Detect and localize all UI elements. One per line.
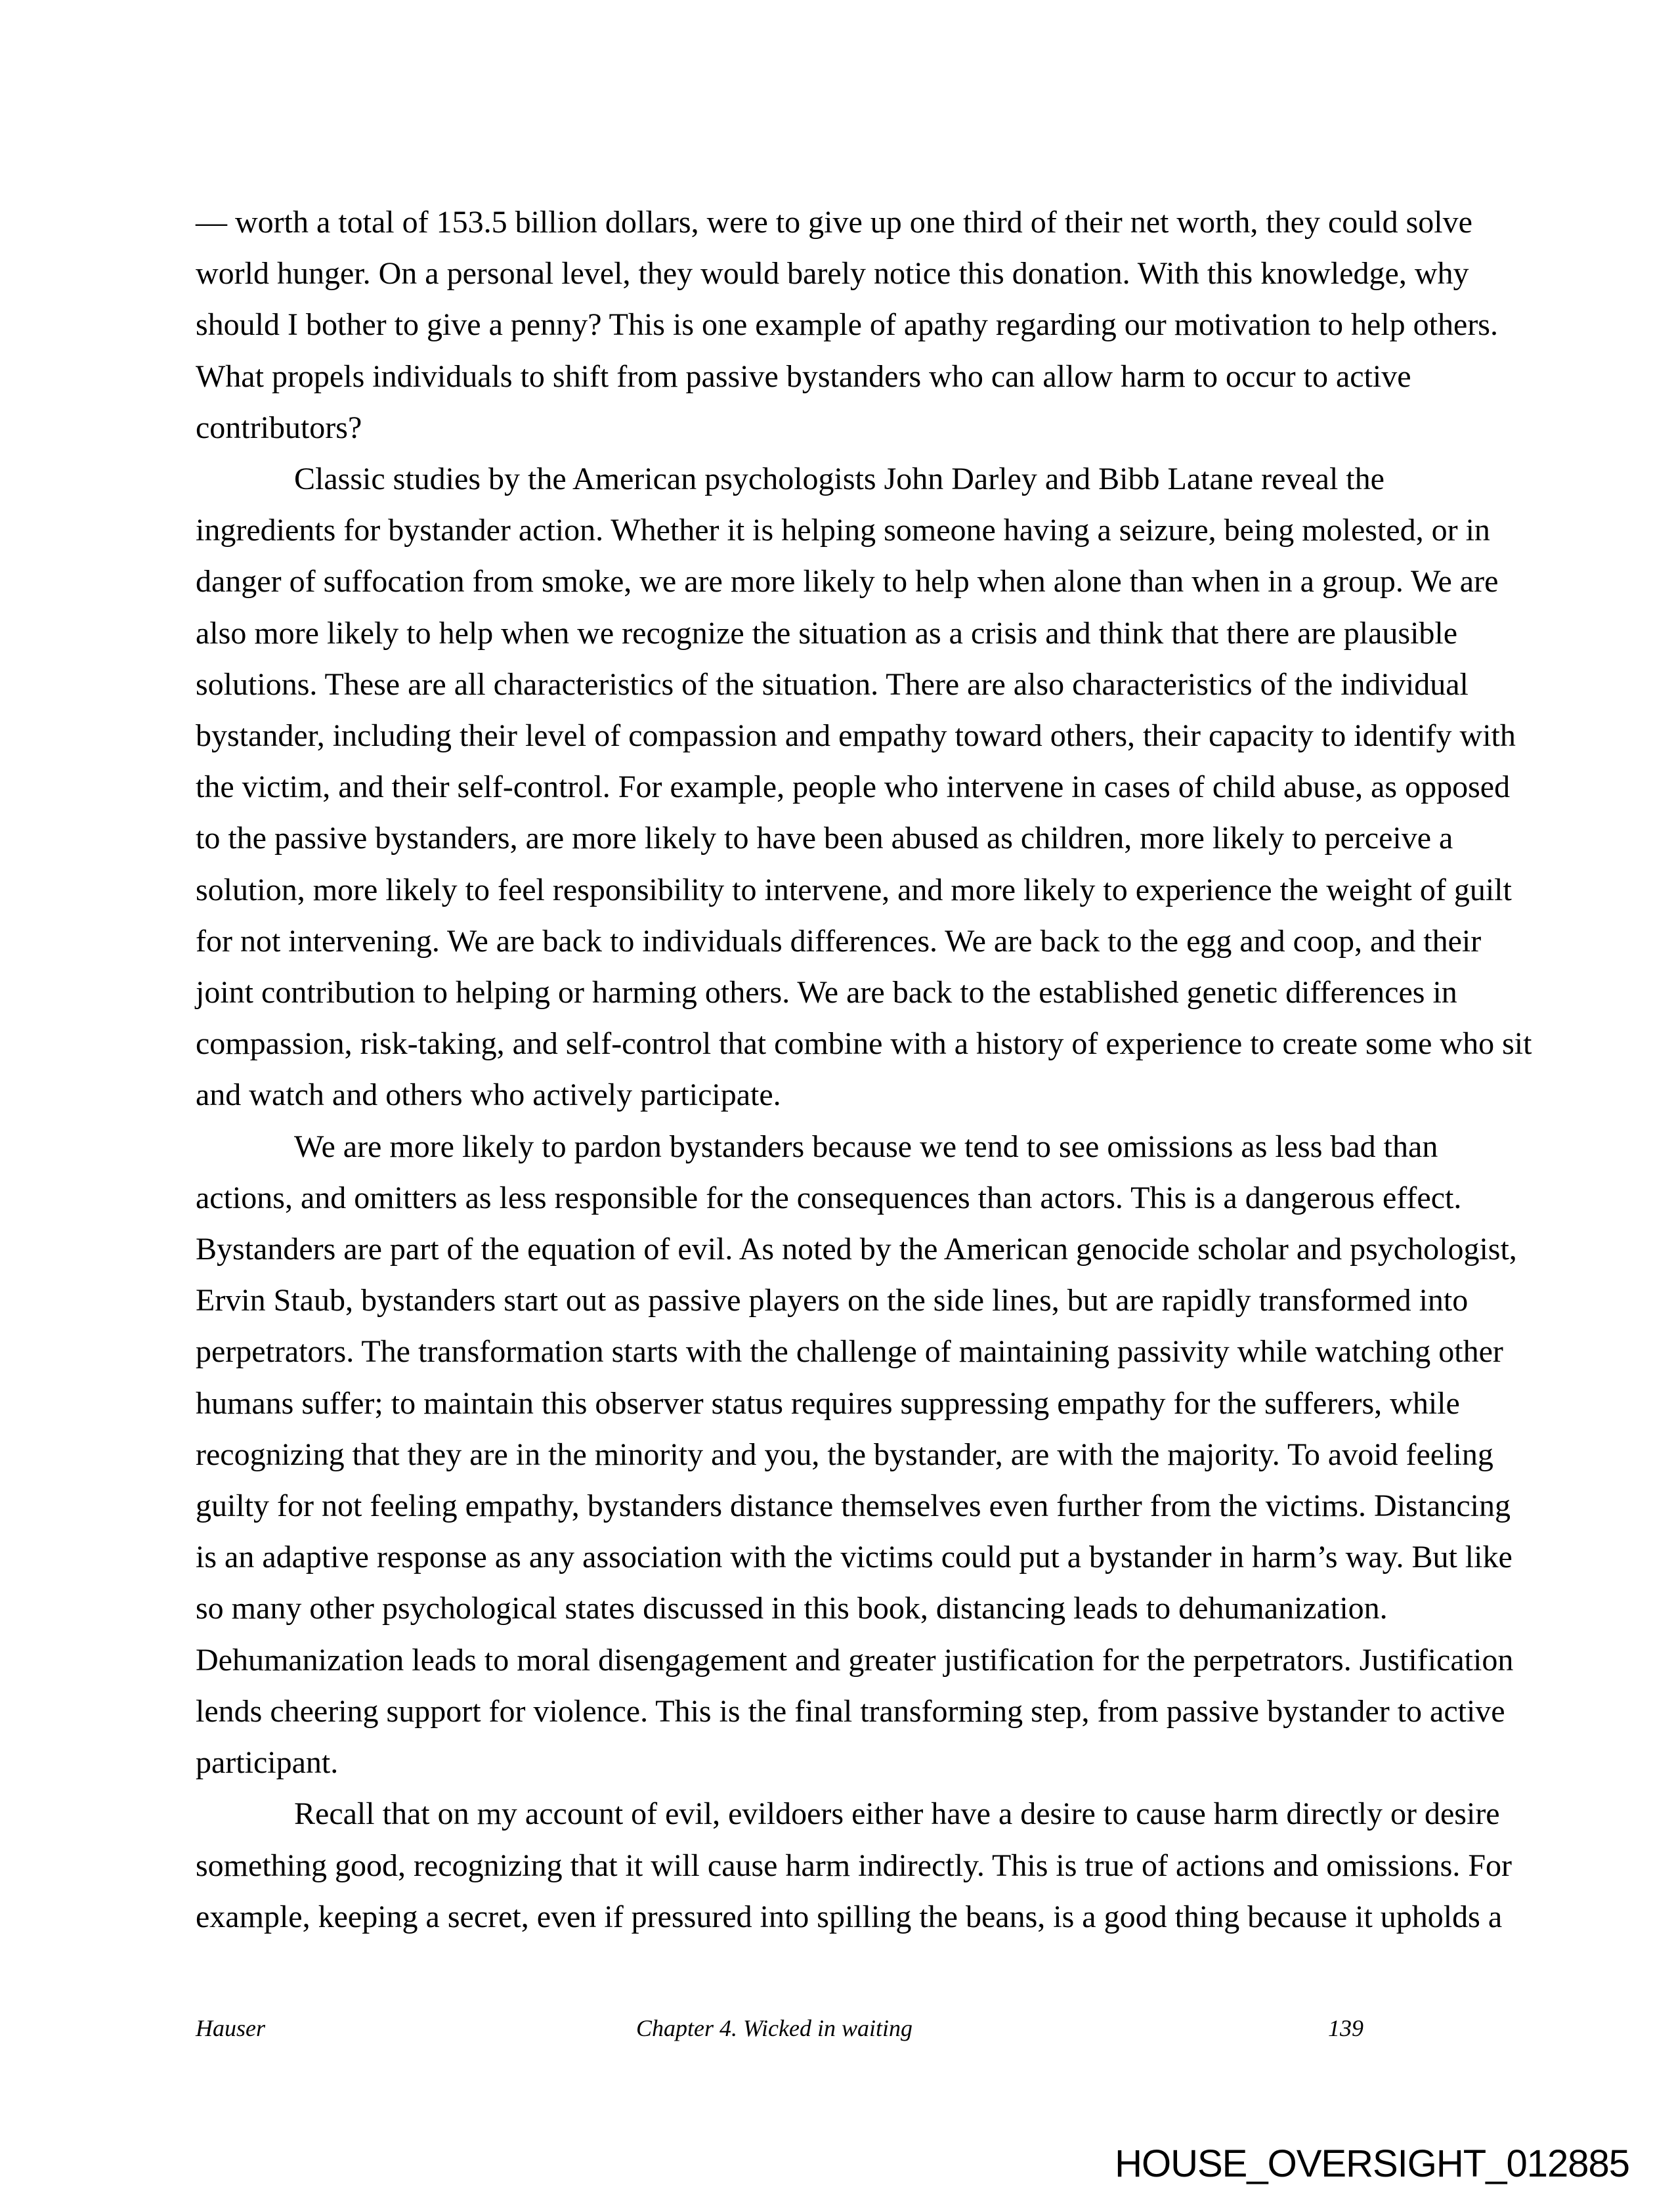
- text-line: — worth a total of 153.5 billion dollars, were to give up one third of their net worth, they could solve: [196, 205, 1472, 240]
- paragraph: [196, 454, 1532, 1121]
- text-line: danger of suffocation from smoke, we are more likely to help when alone than when in a group. We are: [196, 564, 1499, 599]
- text-line: humans suffer; to maintain this observer status requires suppressing empathy for the sufferers, while: [196, 1385, 1460, 1421]
- text-line: solutions. These are all characteristics of the situation. There are also characteristics of the individual: [196, 666, 1469, 702]
- footer-author: Hauser: [196, 2015, 265, 2041]
- text-line: What propels individuals to shift from passive bystanders who can allow harm to occur to active: [196, 358, 1411, 394]
- paragraph: [196, 197, 1509, 454]
- text-line: Ervin Staub, bystanders start out as passive players on the side lines, but are rapidly transformed into: [196, 1283, 1469, 1318]
- text-line: so many other psychological states discussed in this book, distancing leads to dehumanization.: [196, 1591, 1388, 1626]
- text-line: Recall that on my account of evil, evildoers either have a desire to cause harm directly or desire: [294, 1796, 1500, 1832]
- paragraph: [196, 1121, 1517, 1789]
- text-line: recognizing that they are in the minority and you, the bystander, are with the majority. To avoid feeling: [196, 1437, 1493, 1472]
- text-line: Classic studies by the American psychologists John Darley and Bibb Latane reveal the: [294, 462, 1384, 497]
- paragraph: [196, 1789, 1513, 1943]
- body-text: [196, 197, 1532, 1943]
- footer-chapter-title: Chapter 4. Wicked in waiting: [636, 2015, 912, 2041]
- text-line: actions, and omitters as less responsible for the consequences than actors. This is a dangerous effect.: [196, 1180, 1462, 1215]
- text-line: world hunger. On a personal level, they would barely notice this donation. With this knowledge, why: [196, 256, 1469, 292]
- footer-page-number: 139: [1328, 2015, 1363, 2041]
- text-line: should I bother to give a penny? This is one example of apathy regarding our motivation to help others.: [196, 307, 1498, 343]
- text-line: also more likely to help when we recognize the situation as a crisis and think that there are plausible: [196, 615, 1458, 651]
- text-line: joint contribution to helping or harming others. We are back to the established genetic differences in: [196, 975, 1457, 1010]
- bates-stamp: HOUSE_OVERSIGHT_012885: [1115, 2142, 1629, 2185]
- text-line: ingredients for bystander action. Whether it is helping someone having a seizure, being molested, or in: [196, 513, 1490, 548]
- text-line: perpetrators. The transformation starts with the challenge of maintaining passivity while watching other: [196, 1334, 1503, 1370]
- text-line: something good, recognizing that it will cause harm indirectly. This is true of actions and omissions. For: [196, 1848, 1513, 1883]
- text-line: contributors?: [196, 410, 362, 445]
- text-line: guilty for not feeling empathy, bystanders distance themselves even further from the victims. Distancing: [196, 1488, 1511, 1524]
- text-line: the victim, and their self-control. For example, people who intervene in cases of child abuse, as opposed: [196, 770, 1511, 805]
- text-line: is an adaptive response as any association with the victims could put a bystander in harm’s way. But like: [196, 1540, 1513, 1575]
- text-line: lends cheering support for violence. This is the final transforming step, from passive bystander to active: [196, 1693, 1505, 1729]
- text-line: and watch and others who actively participate.: [196, 1077, 781, 1113]
- text-line: bystander, including their level of compassion and empathy toward others, their capacity to identify with: [196, 718, 1516, 754]
- text-line: solution, more likely to feel responsibility to intervene, and more likely to experience the weight of guilt: [196, 872, 1512, 907]
- text-line: Dehumanization leads to moral disengagement and greater justification for the perpetrators. Justification: [196, 1642, 1514, 1678]
- text-line: for not intervening. We are back to individuals differences. We are back to the egg and coop, and their: [196, 923, 1482, 959]
- text-line: participant.: [196, 1745, 339, 1781]
- text-line: We are more likely to pardon bystanders because we tend to see omissions as less bad than: [294, 1129, 1438, 1164]
- text-line: example, keeping a secret, even if pressured into spilling the beans, is a good thing because it upholds a: [196, 1899, 1503, 1934]
- text-line: compassion, risk-taking, and self-control that combine with a history of experience to create some who sit: [196, 1026, 1532, 1062]
- text-line: Bystanders are part of the equation of evil. As noted by the American genocide scholar and psychologist,: [196, 1232, 1517, 1267]
- text-line: to the passive bystanders, are more likely to have been abused as children, more likely to perceive a: [196, 821, 1453, 856]
